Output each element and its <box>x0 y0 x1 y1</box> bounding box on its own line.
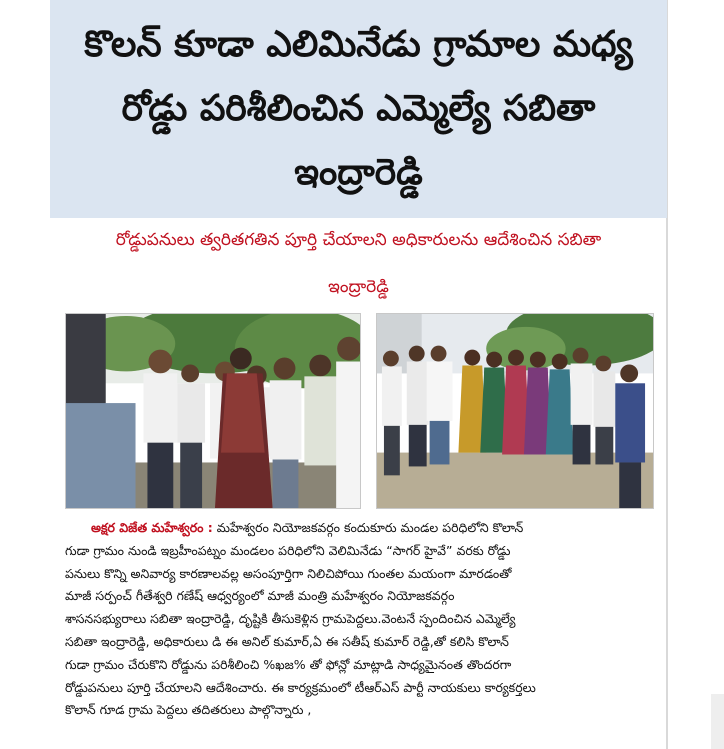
article-line-5: శాసనసభ్యురాలు సబితా ఇంద్రారెడ్డి, దృష్టికి తీసుకెళ్లిన గ్రామపెద్దలు.వెంటనే స్పందించిన ఎమ్మెల్యే <box>65 611 516 627</box>
article-line-2: గుడా గ్రామం నుండి ఇబ్రహీంపట్నం మండలం పరిధిలోని వెలిమినేడు “సాగర్ హైవే” వరకు రోడ్డు <box>65 542 511 558</box>
villagers-group-photo <box>376 313 654 509</box>
article-text: మహేశ్వరం నియోజకవర్గం కందుకూరు మండల పరిధిలోని కొలాన్ <box>212 520 524 535</box>
headline-line-2: రోడ్డు పరిశీలించిన ఎమ్మెల్యే సబితా <box>121 88 596 129</box>
subheadline-line-1: రోడ్డుపనులు త్వరితగతిన పూర్తి చేయాలని అధికారులను ఆదేశించిన సబితా <box>115 230 602 250</box>
headline-line-3: ఇంద్రారెడ్డి <box>294 152 423 193</box>
headline-box <box>50 0 667 218</box>
subheadline-line-2: ఇంద్రారెడ్డి <box>328 277 389 297</box>
article-line-6: సబితా ఇంద్రారెడ్డి, అధికారులు డి ఈ అనిల్ కుమార్,ఏ ఈ సతీష్ కుమార్ రెడ్డి,తో కలిసి కొలాన్ <box>65 633 509 649</box>
scroll-edge-strip <box>711 694 724 749</box>
article-line-1 <box>65 517 663 540</box>
article-line-3: పనులు కొన్ని అనివార్య కారణాలవల్ల అసంపూర్తిగా నిలిచిపోయి గుంతల మయంగా మారడంతో <box>65 565 512 581</box>
article-dateline: అక్షర విజేత మహేశ్వరం : <box>91 520 213 535</box>
article-line-4: మాజీ సర్పంచ్ గీతేశ్వరి గణేష్ ఆధ్వర్యంలో మాజీ మంత్రి మహేశ్వరం నియోజకవర్గం <box>65 588 455 604</box>
headline-line-1: కొలన్ కూడా ఎలిమినేడు గ్రామాల మధ్య <box>84 24 633 65</box>
article-body <box>65 517 663 722</box>
article-line-9: కొలాన్ గూడ గ్రామ పెద్దలు తదితరులు పాల్గొన్నారు , <box>65 702 312 718</box>
article-line-8: రోడ్డుపనులు పూర్తి చేయాలని ఆదేశించారు. ఈ కార్యక్రమంలో టీఆర్ఎస్ పార్టీ నాయకులు కార్యకర్తలు <box>65 679 536 695</box>
article-line-7: గుడా గ్రామం చేరుకొని రోడ్డును పరిశీలించి %ఖజ% తో ఫోన్లో మాట్లాడి సాధ్యమైనంత తొందరగా <box>65 656 512 672</box>
mla-speaking-with-villagers-photo <box>65 313 361 509</box>
